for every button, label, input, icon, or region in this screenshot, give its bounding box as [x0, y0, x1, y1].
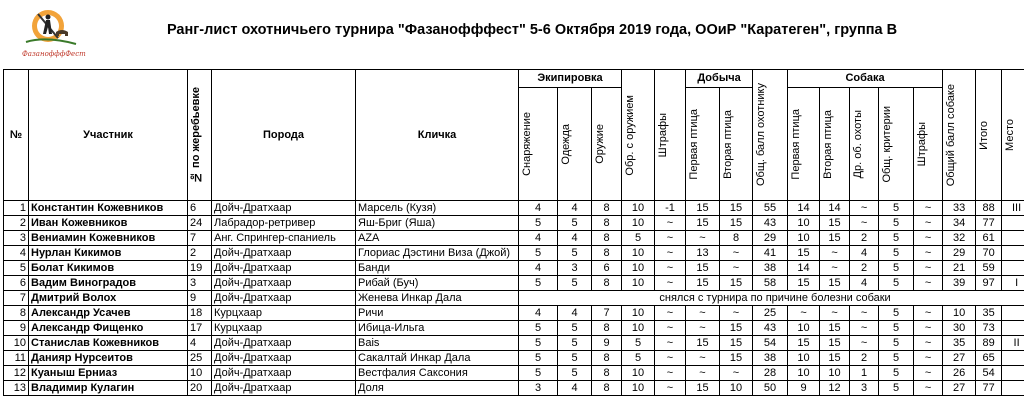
dog-other-hunt-cell: 4 [850, 276, 879, 291]
equip-clothes-cell: 5 [558, 336, 592, 351]
dog-general-cell: 5 [879, 336, 914, 351]
dog-nickname: Рибай (Буч) [356, 276, 519, 291]
row-number: 3 [4, 231, 29, 246]
row-number: 2 [4, 216, 29, 231]
draw-number: 20 [188, 381, 212, 396]
dog-first-bird-cell: 10 [788, 216, 820, 231]
dog-total-cell: 39 [943, 276, 976, 291]
total-cell: 65 [976, 351, 1002, 366]
hunter-total-cell: 58 [753, 276, 788, 291]
dog-breed: Курцхаар [212, 321, 356, 336]
col-participant: Участник [29, 70, 188, 201]
equip-weapon-cell: 8 [592, 201, 622, 216]
weapon-handling-cell: 5 [622, 231, 655, 246]
dog-breed: Дойч-Дратхаар [212, 276, 356, 291]
col-dog-first-bird: Первая птица [790, 108, 803, 180]
participant-name: Иван Кожевников [29, 216, 188, 231]
place-cell: II [1002, 336, 1024, 351]
first-bird-cell: 15 [686, 216, 720, 231]
dog-penalties-cell: ~ [914, 261, 943, 276]
table-row[interactable] [4, 231, 1024, 246]
hunter-total-cell: 50 [753, 381, 788, 396]
dog-second-bird-cell: 15 [820, 336, 850, 351]
dog-total-cell: 35 [943, 336, 976, 351]
weapon-handling-cell: 10 [622, 306, 655, 321]
weapon-handling-cell: 10 [622, 366, 655, 381]
equip-clothes-cell: 5 [558, 246, 592, 261]
equip-clothes-cell: 5 [558, 351, 592, 366]
dog-breed: Дойч-Дратхаар [212, 261, 356, 276]
dog-nickname: Сакалтай Инкар Дала [356, 351, 519, 366]
penalties-cell: ~ [655, 231, 686, 246]
col-equip-clothes: Одежда [560, 123, 572, 165]
row-number: 4 [4, 246, 29, 261]
second-bird-cell: ~ [720, 261, 753, 276]
second-bird-cell: 15 [720, 216, 753, 231]
second-bird-cell: 15 [720, 336, 753, 351]
participant-name: Данияр Нурсеитов [29, 351, 188, 366]
col-equip-gear: Снаряжение [521, 112, 533, 176]
col-breed: Порода [212, 70, 356, 201]
second-bird-cell: ~ [720, 246, 753, 261]
ranking-rows [4, 201, 1024, 396]
equip-weapon-cell: 8 [592, 381, 622, 396]
dog-other-hunt-cell: 2 [850, 261, 879, 276]
dog-penalties-cell: ~ [914, 231, 943, 246]
dog-nickname: Доля [356, 381, 519, 396]
dog-total-cell: 30 [943, 321, 976, 336]
second-bird-cell: 10 [720, 381, 753, 396]
dog-second-bird-cell: 15 [820, 231, 850, 246]
dog-total-cell: 32 [943, 231, 976, 246]
dog-total-cell: 33 [943, 201, 976, 216]
participant-name: Нурлан Кикимов [29, 246, 188, 261]
col-total: Итого [978, 120, 991, 150]
participant-name: Дмитрий Волох [29, 291, 188, 306]
dog-breed: Лабрадор-ретривер [212, 216, 356, 231]
dog-breed: Анг. Спрингер-спаниель [212, 231, 356, 246]
place-cell [1002, 246, 1024, 261]
equip-gear-cell: 4 [519, 306, 558, 321]
second-bird-cell: ~ [720, 366, 753, 381]
penalties-cell: ~ [655, 381, 686, 396]
equip-weapon-cell: 8 [592, 246, 622, 261]
total-cell: 61 [976, 231, 1002, 246]
penalties-cell: ~ [655, 261, 686, 276]
dog-first-bird-cell: 15 [788, 246, 820, 261]
total-cell: 77 [976, 381, 1002, 396]
hunter-total-cell: 43 [753, 321, 788, 336]
equip-clothes-cell: 3 [558, 261, 592, 276]
equip-weapon-cell: 8 [592, 231, 622, 246]
dog-first-bird-cell: 10 [788, 231, 820, 246]
first-bird-cell: 15 [686, 336, 720, 351]
total-cell: 70 [976, 246, 1002, 261]
dog-nickname: Вестфалия Саксония [356, 366, 519, 381]
first-bird-cell: ~ [686, 231, 720, 246]
table-row[interactable] [4, 291, 1024, 306]
group-equipment: Экипировка [519, 70, 622, 88]
draw-number: 7 [188, 231, 212, 246]
dog-other-hunt-cell: 1 [850, 366, 879, 381]
equip-gear-cell: 5 [519, 321, 558, 336]
draw-number: 2 [188, 246, 212, 261]
dog-first-bird-cell: 14 [788, 201, 820, 216]
col-dog-penalties: Штрафы [916, 121, 929, 167]
place-cell [1002, 306, 1024, 321]
draw-number: 9 [188, 291, 212, 306]
penalties-cell: ~ [655, 351, 686, 366]
col-dog-second-bird: Вторая птица [822, 109, 835, 179]
hunter-total-cell: 38 [753, 351, 788, 366]
penalties-cell: ~ [655, 306, 686, 321]
dog-second-bird-cell: 15 [820, 276, 850, 291]
logo-caption: ФазанофффФест [22, 50, 86, 58]
equip-clothes-cell: 4 [558, 231, 592, 246]
equip-clothes-cell: 4 [558, 306, 592, 321]
dog-general-cell: 5 [879, 201, 914, 216]
equip-gear-cell: 4 [519, 261, 558, 276]
dog-other-hunt-cell: 3 [850, 381, 879, 396]
equip-gear-cell: 4 [519, 201, 558, 216]
dog-general-cell: 5 [879, 276, 914, 291]
place-cell [1002, 231, 1024, 246]
table-row[interactable] [4, 366, 1024, 381]
dog-other-hunt-cell: ~ [850, 216, 879, 231]
dog-second-bird-cell: ~ [820, 246, 850, 261]
second-bird-cell: 15 [720, 276, 753, 291]
penalties-cell: ~ [655, 246, 686, 261]
dog-first-bird-cell: 15 [788, 276, 820, 291]
place-cell [1002, 261, 1024, 276]
total-cell: 88 [976, 201, 1002, 216]
col-equip-weapon: Оружие [594, 124, 606, 164]
dog-other-hunt-cell: ~ [850, 306, 879, 321]
dog-second-bird-cell: 14 [820, 201, 850, 216]
equip-weapon-cell: 8 [592, 351, 622, 366]
dog-nickname: Bais [356, 336, 519, 351]
dog-nickname: Ибица-Ильга [356, 321, 519, 336]
hunter-total-cell: 54 [753, 336, 788, 351]
participant-name: Вениамин Кожевников [29, 231, 188, 246]
dog-penalties-cell: ~ [914, 321, 943, 336]
dog-second-bird-cell: 12 [820, 381, 850, 396]
participant-name: Куаныш Ерниаз [29, 366, 188, 381]
table-row[interactable] [4, 351, 1024, 366]
row-number: 8 [4, 306, 29, 321]
dog-second-bird-cell: ~ [820, 306, 850, 321]
dog-breed: Курцхаар [212, 306, 356, 321]
penalties-cell: ~ [655, 366, 686, 381]
equip-clothes-cell: 4 [558, 381, 592, 396]
draw-number: 19 [188, 261, 212, 276]
table-row[interactable] [4, 321, 1024, 336]
col-first-bird: Первая птица [688, 108, 701, 180]
equip-gear-cell: 5 [519, 276, 558, 291]
dog-total-cell: 21 [943, 261, 976, 276]
ranking-table [3, 69, 1024, 396]
table-row[interactable] [4, 336, 1024, 351]
place-cell [1002, 321, 1024, 336]
col-dog-general: Общ. критерии [881, 105, 894, 183]
row-number: 12 [4, 366, 29, 381]
row-number: 5 [4, 261, 29, 276]
col-num: № [4, 70, 29, 201]
draw-number: 25 [188, 351, 212, 366]
table-row[interactable] [4, 216, 1024, 231]
participant-name: Александр Усачев [29, 306, 188, 321]
weapon-handling-cell: 10 [622, 246, 655, 261]
draw-number: 17 [188, 321, 212, 336]
dog-second-bird-cell: 15 [820, 216, 850, 231]
dog-total-cell: 10 [943, 306, 976, 321]
dog-penalties-cell: ~ [914, 246, 943, 261]
col-dog-other-hunt: Др. об. охоты [852, 109, 865, 179]
equip-clothes-cell: 4 [558, 201, 592, 216]
dog-penalties-cell: ~ [914, 276, 943, 291]
draw-number: 18 [188, 306, 212, 321]
penalties-cell: ~ [655, 276, 686, 291]
group-prey: Добыча [686, 70, 753, 88]
dog-total-cell: 26 [943, 366, 976, 381]
col-draw: № по жеребьевке [190, 87, 202, 183]
equip-gear-cell: 3 [519, 381, 558, 396]
col-penalties: Штрафы [657, 112, 670, 158]
total-cell: 73 [976, 321, 1002, 336]
hunter-total-cell: 43 [753, 216, 788, 231]
second-bird-cell: 15 [720, 351, 753, 366]
dog-general-cell: 5 [879, 351, 914, 366]
participant-name: Александр Фищенко [29, 321, 188, 336]
col-weapon-handling: Обр. с оружием [624, 94, 637, 176]
place-cell [1002, 381, 1024, 396]
total-cell: 89 [976, 336, 1002, 351]
total-cell: 35 [976, 306, 1002, 321]
dog-penalties-cell: ~ [914, 306, 943, 321]
col-second-bird: Вторая птица [722, 109, 735, 179]
penalties-cell: -1 [655, 201, 686, 216]
total-cell: 97 [976, 276, 1002, 291]
dog-breed: Дойч-Дратхаар [212, 366, 356, 381]
weapon-handling-cell: 10 [622, 321, 655, 336]
draw-number: 6 [188, 201, 212, 216]
dog-other-hunt-cell: ~ [850, 336, 879, 351]
dog-general-cell: 5 [879, 216, 914, 231]
dog-first-bird-cell: 10 [788, 321, 820, 336]
equip-clothes-cell: 5 [558, 276, 592, 291]
equip-clothes-cell: 5 [558, 216, 592, 231]
dog-other-hunt-cell: 2 [850, 231, 879, 246]
table-row[interactable] [4, 276, 1024, 291]
dog-other-hunt-cell: ~ [850, 321, 879, 336]
row-number: 13 [4, 381, 29, 396]
penalties-cell: ~ [655, 321, 686, 336]
col-place: Место [1004, 119, 1017, 151]
total-cell: 54 [976, 366, 1002, 381]
dog-breed: Дойч-Дратхаар [212, 291, 356, 306]
col-hunter-total: Общ. балл охотнику [755, 83, 768, 187]
weapon-handling-cell: 10 [622, 216, 655, 231]
dog-second-bird-cell: 15 [820, 321, 850, 336]
dog-general-cell: 5 [879, 261, 914, 276]
total-cell: 77 [976, 216, 1002, 231]
second-bird-cell: 15 [720, 201, 753, 216]
dog-other-hunt-cell: 2 [850, 351, 879, 366]
weapon-handling-cell: 10 [622, 381, 655, 396]
dog-general-cell: 5 [879, 306, 914, 321]
draw-number: 10 [188, 366, 212, 381]
second-bird-cell: 15 [720, 321, 753, 336]
dog-first-bird-cell: 14 [788, 261, 820, 276]
participant-name: Болат Кикимов [29, 261, 188, 276]
dog-penalties-cell: ~ [914, 381, 943, 396]
row-number: 7 [4, 291, 29, 306]
total-cell: 59 [976, 261, 1002, 276]
equip-weapon-cell: 8 [592, 216, 622, 231]
dog-penalties-cell: ~ [914, 366, 943, 381]
dog-breed: Дойч-Дратхаар [212, 201, 356, 216]
equip-clothes-cell: 5 [558, 321, 592, 336]
hunter-total-cell: 25 [753, 306, 788, 321]
row-number: 10 [4, 336, 29, 351]
penalties-cell: ~ [655, 216, 686, 231]
hunter-total-cell: 29 [753, 231, 788, 246]
dog-breed: Дойч-Дратхаар [212, 336, 356, 351]
participant-name: Вадим Виноградов [29, 276, 188, 291]
weapon-handling-cell: 10 [622, 201, 655, 216]
weapon-handling-cell: 5 [622, 351, 655, 366]
row-number: 11 [4, 351, 29, 366]
col-nickname: Кличка [356, 70, 519, 201]
table-row[interactable] [4, 381, 1024, 396]
place-cell [1002, 366, 1024, 381]
equip-weapon-cell: 8 [592, 276, 622, 291]
first-bird-cell: ~ [686, 321, 720, 336]
equip-weapon-cell: 8 [592, 321, 622, 336]
first-bird-cell: 15 [686, 381, 720, 396]
weapon-handling-cell: 5 [622, 336, 655, 351]
table-row[interactable] [4, 306, 1024, 321]
withdrawal-note: снялся с турнира по причине болезни собаки [519, 291, 1024, 306]
dog-second-bird-cell: 10 [820, 366, 850, 381]
dog-nickname: Женева Инкар Дала [356, 291, 519, 306]
participant-name: Константин Кожевников [29, 201, 188, 216]
draw-number: 4 [188, 336, 212, 351]
dog-total-cell: 34 [943, 216, 976, 231]
first-bird-cell: 15 [686, 261, 720, 276]
dog-second-bird-cell: 15 [820, 351, 850, 366]
draw-number: 24 [188, 216, 212, 231]
hunter-total-cell: 41 [753, 246, 788, 261]
dog-first-bird-cell: 15 [788, 336, 820, 351]
equip-gear-cell: 5 [519, 366, 558, 381]
dog-other-hunt-cell: ~ [850, 201, 879, 216]
second-bird-cell: 8 [720, 231, 753, 246]
dog-nickname: Марсель (Кузя) [356, 201, 519, 216]
second-bird-cell: ~ [720, 306, 753, 321]
group-dog: Собака [788, 70, 943, 88]
dog-general-cell: 5 [879, 231, 914, 246]
dog-general-cell: 5 [879, 321, 914, 336]
row-number: 6 [4, 276, 29, 291]
participant-name: Владимир Кулагин [29, 381, 188, 396]
first-bird-cell: ~ [686, 366, 720, 381]
first-bird-cell: ~ [686, 306, 720, 321]
equip-weapon-cell: 9 [592, 336, 622, 351]
col-dog-total: Общий балл собаке [945, 83, 958, 187]
equip-gear-cell: 5 [519, 336, 558, 351]
dog-breed: Дойч-Дратхаар [212, 381, 356, 396]
place-cell: I [1002, 276, 1024, 291]
hunter-total-cell: 28 [753, 366, 788, 381]
dog-penalties-cell: ~ [914, 201, 943, 216]
weapon-handling-cell: 10 [622, 261, 655, 276]
dog-breed: Дойч-Дратхаар [212, 246, 356, 261]
penalties-cell: ~ [655, 336, 686, 351]
dog-nickname: Банди [356, 261, 519, 276]
equip-weapon-cell: 7 [592, 306, 622, 321]
dog-nickname: Яш-Бриг (Яша) [356, 216, 519, 231]
equip-clothes-cell: 5 [558, 366, 592, 381]
draw-number: 3 [188, 276, 212, 291]
dog-first-bird-cell: ~ [788, 306, 820, 321]
table-row[interactable] [4, 261, 1024, 276]
equip-gear-cell: 4 [519, 231, 558, 246]
dog-total-cell: 29 [943, 246, 976, 261]
equip-gear-cell: 5 [519, 216, 558, 231]
equip-weapon-cell: 8 [592, 366, 622, 381]
participant-name: Станислав Кожевников [29, 336, 188, 351]
dog-breed: Дойч-Дратхаар [212, 351, 356, 366]
dog-total-cell: 27 [943, 351, 976, 366]
first-bird-cell: 15 [686, 201, 720, 216]
hunter-total-cell: 55 [753, 201, 788, 216]
dog-first-bird-cell: 10 [788, 366, 820, 381]
weapon-handling-cell: 10 [622, 276, 655, 291]
table-row[interactable] [4, 201, 1024, 216]
place-cell [1002, 216, 1024, 231]
equip-gear-cell: 5 [519, 246, 558, 261]
first-bird-cell: 15 [686, 276, 720, 291]
equip-weapon-cell: 6 [592, 261, 622, 276]
hunter-total-cell: 38 [753, 261, 788, 276]
dog-general-cell: 5 [879, 246, 914, 261]
dog-general-cell: 5 [879, 381, 914, 396]
row-number: 9 [4, 321, 29, 336]
dog-general-cell: 5 [879, 366, 914, 381]
equip-gear-cell: 5 [519, 351, 558, 366]
first-bird-cell: ~ [686, 351, 720, 366]
dog-other-hunt-cell: 4 [850, 246, 879, 261]
dog-nickname: AZA [356, 231, 519, 246]
dog-second-bird-cell: ~ [820, 261, 850, 276]
dog-first-bird-cell: 10 [788, 351, 820, 366]
dog-nickname: Ричи [356, 306, 519, 321]
dog-penalties-cell: ~ [914, 351, 943, 366]
dog-first-bird-cell: 9 [788, 381, 820, 396]
sheet-title: Ранг-лист охотничьего турнира "Фазанофффест" 5-6 Октября 2019 года, ООиР "Каратеген", группа В [166, 22, 898, 38]
dog-penalties-cell: ~ [914, 336, 943, 351]
dog-total-cell: 27 [943, 381, 976, 396]
row-number: 1 [4, 201, 29, 216]
first-bird-cell: 13 [686, 246, 720, 261]
table-row[interactable] [4, 246, 1024, 261]
dog-penalties-cell: ~ [914, 216, 943, 231]
dog-nickname: Глориас Дэстини Виза (Джой) [356, 246, 519, 261]
place-cell: III [1002, 201, 1024, 216]
place-cell [1002, 351, 1024, 366]
